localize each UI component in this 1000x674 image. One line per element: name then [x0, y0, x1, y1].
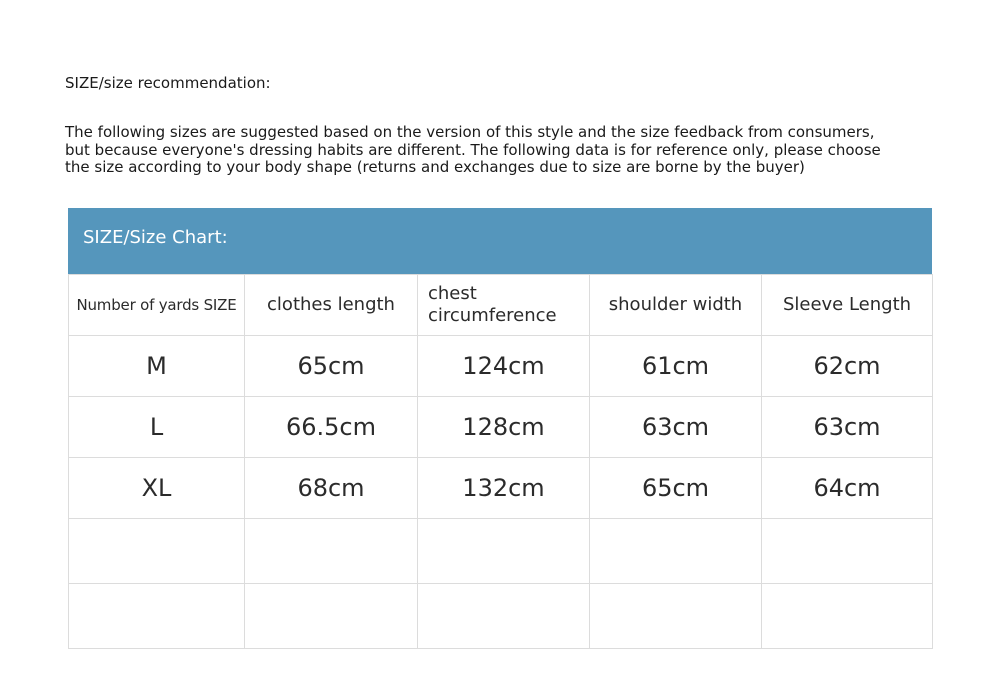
column-header-clothes-length: clothes length — [245, 275, 418, 336]
section-heading: SIZE/size recommendation: — [65, 74, 271, 92]
empty-cell — [590, 519, 762, 584]
shoulder-cell: 65cm — [590, 458, 762, 519]
table-row — [69, 458, 933, 519]
intro-line: the size according to your body shape (returns and exchanges due to size are borne by the buyer) — [65, 158, 805, 176]
chest-cell: 128cm — [418, 397, 590, 458]
empty-cell — [590, 584, 762, 649]
empty-cell — [418, 519, 590, 584]
clothes-length-cell: 66.5cm — [245, 397, 418, 458]
size-cell: L — [69, 397, 245, 458]
size-chart-banner — [68, 208, 932, 274]
shoulder-cell: 63cm — [590, 397, 762, 458]
sleeve-cell: 63cm — [762, 397, 933, 458]
shoulder-cell: 61cm — [590, 336, 762, 397]
empty-cell — [418, 584, 590, 649]
size-cell: M — [69, 336, 245, 397]
table-row — [69, 336, 933, 397]
empty-cell — [245, 519, 418, 584]
column-header-shoulder-width: shoulder width — [590, 275, 762, 336]
sleeve-cell: 64cm — [762, 458, 933, 519]
empty-cell — [69, 584, 245, 649]
clothes-length-cell: 65cm — [245, 336, 418, 397]
size-chart — [68, 208, 932, 648]
size-table — [68, 274, 933, 649]
intro-line: but because everyone's dressing habits are different. The following data is for reference only, please choose — [65, 140, 881, 159]
empty-cell — [762, 584, 933, 649]
column-header-size: Number of yards SIZE — [69, 275, 245, 336]
chest-cell: 124cm — [418, 336, 590, 397]
chest-cell: 132cm — [418, 458, 590, 519]
empty-cell — [762, 519, 933, 584]
table-header-row — [69, 275, 933, 336]
clothes-length-cell: 68cm — [245, 458, 418, 519]
size-advice-paragraph — [65, 124, 945, 177]
table-row-empty — [69, 584, 933, 649]
empty-cell — [69, 519, 245, 584]
sleeve-cell: 62cm — [762, 336, 933, 397]
intro-line: The following sizes are suggested based on the version of this style and the size feedback from consumers, — [65, 123, 875, 141]
table-row — [69, 397, 933, 458]
column-header-chest-circumference: chest circumference — [418, 275, 590, 336]
table-row-empty — [69, 519, 933, 584]
column-header-sleeve-length: Sleeve Length — [762, 275, 933, 336]
empty-cell — [245, 584, 418, 649]
size-chart-title: SIZE/Size Chart: — [83, 227, 228, 248]
size-cell: XL — [69, 458, 245, 519]
